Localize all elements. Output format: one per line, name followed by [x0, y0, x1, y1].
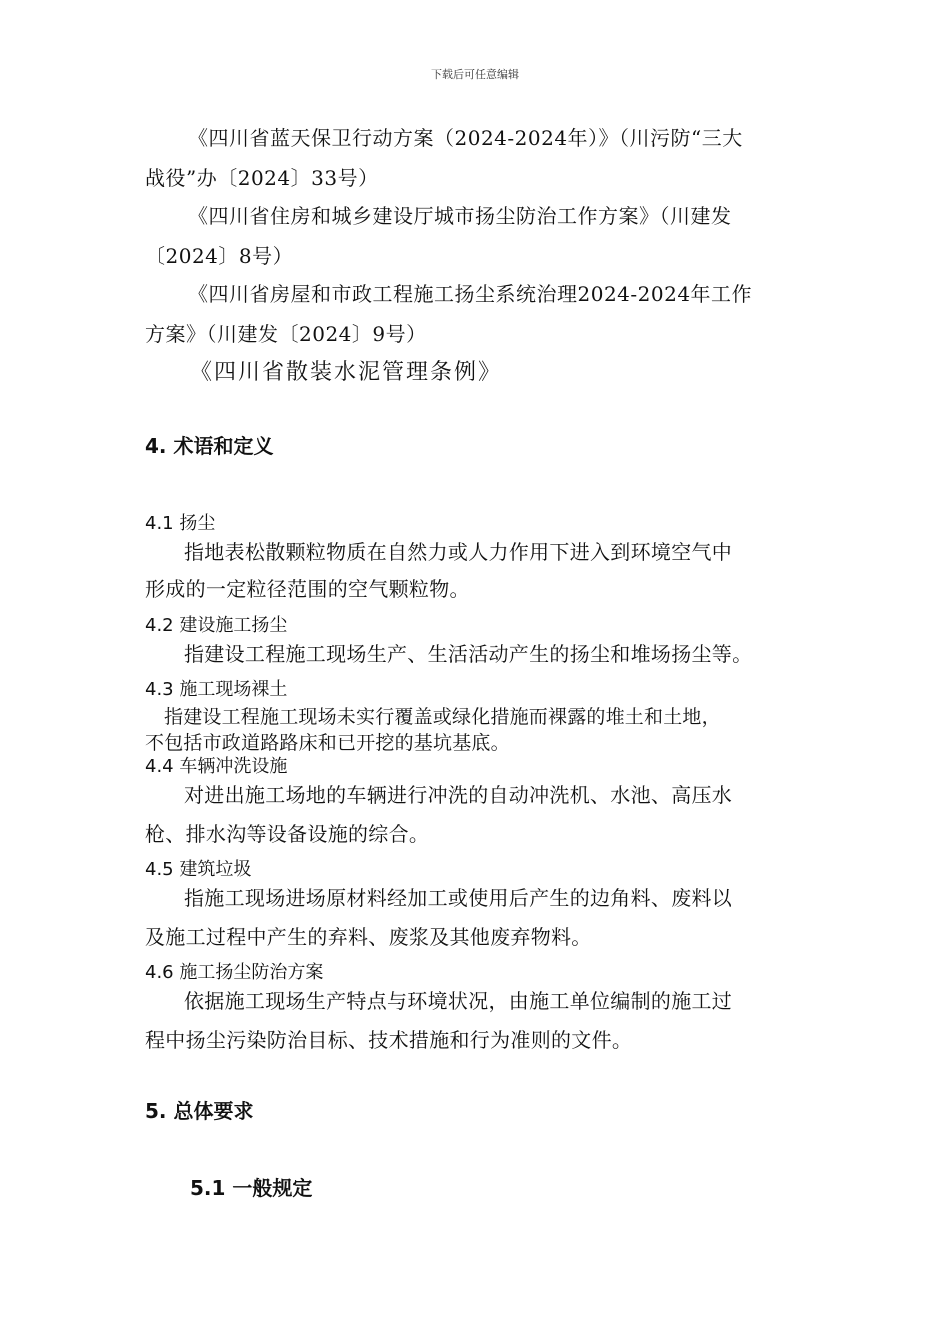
- term-heading: 4.4 车辆冲洗设施: [145, 756, 288, 777]
- term-heading: 4.3 施工现场裸土: [145, 679, 288, 700]
- reference-line: 〔2024〕8号）: [145, 244, 294, 268]
- term-definition-line: 指地表松散颗粒物质在自然力或人力作用下进入到环境空气中: [184, 540, 733, 564]
- subsection-heading: 5.1 一般规定: [190, 1176, 313, 1200]
- term-definition-line: 指建设工程施工现场生产、生活活动产生的扬尘和堆场扬尘等。: [184, 642, 753, 666]
- reference-line: 《四川省散装水泥管理条例》: [190, 360, 503, 385]
- term-heading: 4.2 建设施工扬尘: [145, 615, 288, 636]
- term-heading: 4.6 施工扬尘防治方案: [145, 962, 324, 983]
- term-definition-line: 指施工现场进场原材料经加工或使用后产生的边角料、废料以: [184, 886, 733, 910]
- term-heading: 4.1 扬尘: [145, 513, 216, 534]
- header-note: 下载后可任意编辑: [431, 68, 519, 81]
- term-definition-line: 及施工过程中产生的弃料、废浆及其他废弃物料。: [145, 925, 592, 949]
- section-heading: 4. 术语和定义: [145, 434, 274, 458]
- term-heading: 4.5 建筑垃圾: [145, 859, 252, 880]
- reference-line: 方案》（川建发〔2024〕9号）: [145, 322, 427, 346]
- term-definition-line: 形成的一定粒径范围的空气颗粒物。: [145, 577, 470, 601]
- reference-line: 战役”办〔2024〕33号）: [145, 166, 379, 190]
- reference-line: 《四川省房屋和市政工程施工扬尘系统治理2024-2024年工作: [188, 282, 753, 306]
- term-definition-line: 对进出施工场地的车辆进行冲洗的自动冲洗机、水池、高压水: [184, 783, 733, 807]
- reference-line: 《四川省蓝天保卫行动方案（2024-2024年）》（川污防“三大: [188, 126, 743, 150]
- term-definition-line: 程中扬尘污染防治目标、技术措施和行为准则的文件。: [145, 1028, 633, 1052]
- section-heading: 5. 总体要求: [145, 1099, 254, 1123]
- term-definition-line: 不包括市政道路路床和已开挖的基坑基底。: [145, 732, 510, 754]
- term-definition-line: 枪、排水沟等设备设施的综合。: [145, 822, 430, 846]
- term-definition-line: 依据施工现场生产特点与环境状况，由施工单位编制的施工过: [184, 989, 733, 1013]
- reference-line: 《四川省住房和城乡建设厅城市扬尘防治工作方案》（川建发: [188, 204, 732, 228]
- term-definition-line: 指建设工程施工现场未实行覆盖或绿化措施而裸露的堆土和土地，: [164, 706, 721, 728]
